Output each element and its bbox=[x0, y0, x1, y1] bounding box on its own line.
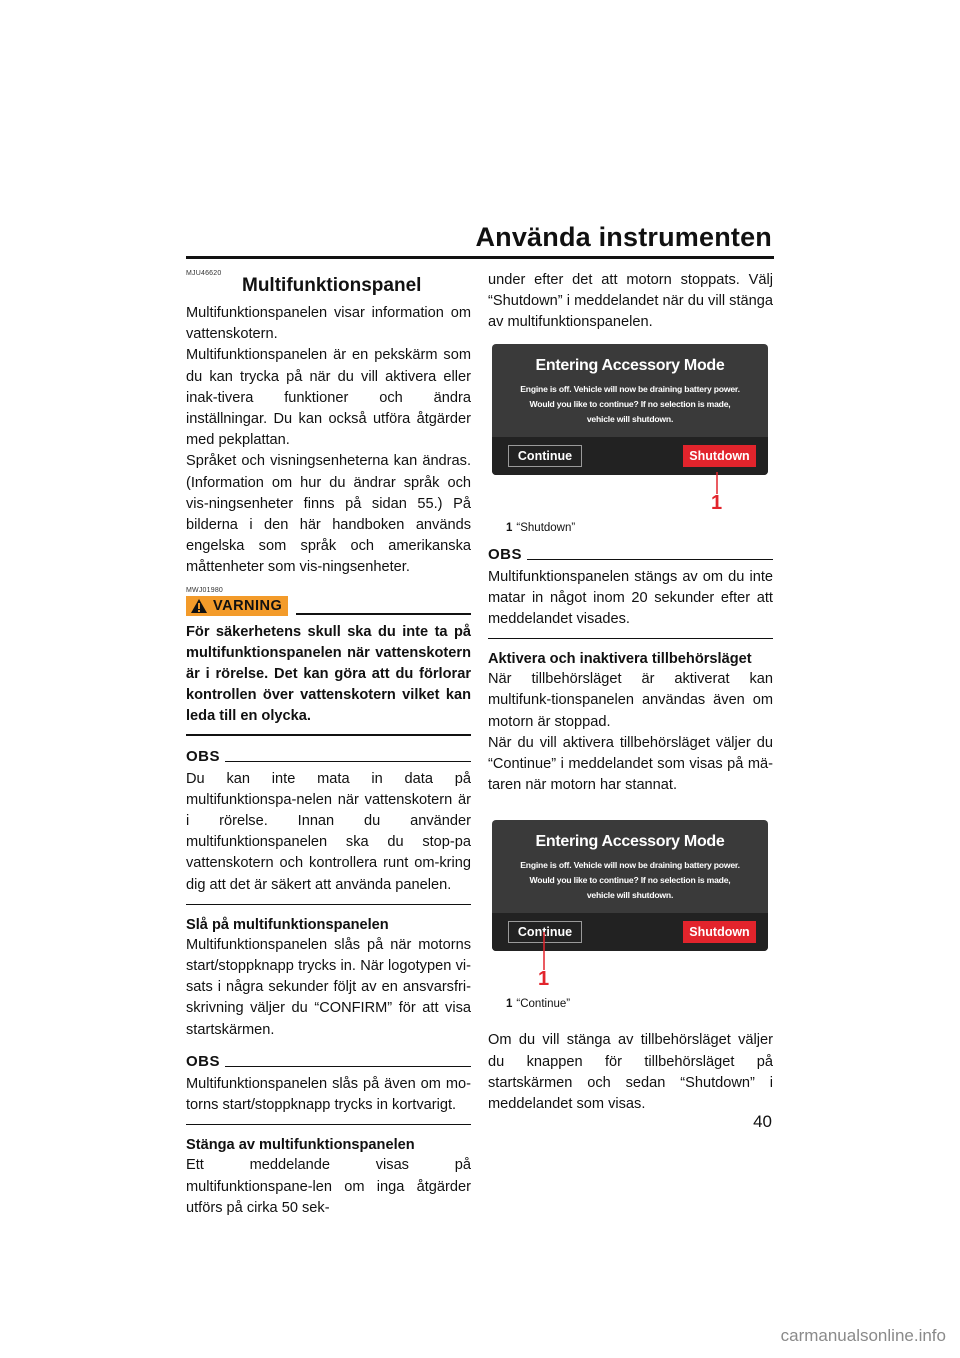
obs-text: Du kan inte mata in data på multifunktionspa-nelen när vattenskotern är i rörelse. Innan du använder multifunktionspanelen ska du stop-pa vattenskotern och kontrollera runt om-kring dig att det är säkert att använda panelen. bbox=[186, 770, 471, 893]
figure-caption bbox=[506, 522, 575, 534]
header-rule bbox=[186, 256, 774, 259]
warning-rule bbox=[296, 613, 471, 615]
obs-end-rule bbox=[186, 904, 471, 905]
callout-line bbox=[713, 472, 723, 494]
obs-text: Multifunktionspanelen stängs av om du inte matar in något inom 20 sekunder efter att meddelandet visades. bbox=[488, 568, 773, 628]
obs-rule bbox=[225, 761, 471, 762]
shutdown-button[interactable]: Shutdown bbox=[683, 445, 756, 467]
warning-header bbox=[186, 596, 471, 616]
obs-end-rule bbox=[186, 1124, 471, 1125]
screen-message-line: vehicle will shutdown. bbox=[586, 413, 674, 424]
obs-end-rule bbox=[488, 638, 773, 639]
subsection-title: Stänga av multifunktionspanelen bbox=[186, 1137, 415, 1154]
callout-line bbox=[540, 932, 550, 970]
screen-message-line: Would you like to continue? If no selection is made, bbox=[529, 875, 731, 886]
caption-number: 1 bbox=[506, 521, 513, 534]
left-column bbox=[186, 270, 471, 1219]
accessory-mode-screen bbox=[492, 820, 768, 951]
warning-triangle-icon bbox=[190, 598, 208, 614]
continue-button[interactable]: Continue bbox=[508, 445, 582, 467]
callout-number: 1 bbox=[711, 491, 723, 514]
paragraph: Multifunktionspanelen slås på när motorns start/stoppknapp trycks in. När logotypen vi-sats i några sekunder följt av en ansvarsfri-skrivning väljer du “CONFIRM” för att visa startskärmen. bbox=[186, 936, 471, 1038]
obs-label: OBS bbox=[186, 1052, 221, 1070]
obs-label: OBS bbox=[186, 747, 221, 765]
page-number: 40 bbox=[753, 1112, 772, 1131]
continue-button[interactable]: Continue bbox=[508, 921, 582, 943]
obs-header bbox=[186, 748, 471, 765]
paragraph: under efter det att motorn stoppats. Välj “Shutdown” i meddelandet när du vill stänga av multifunktionspanelen. bbox=[488, 272, 773, 331]
watermark: carmanualsonline.info bbox=[780, 1326, 946, 1345]
paragraph: Ett meddelande visas på multifunktionspane-len om inga åtgärder utförs på cirka 50 sek- bbox=[186, 1157, 471, 1216]
screen-message bbox=[500, 858, 760, 903]
section-title: Multifunktionspanel bbox=[242, 275, 422, 296]
warning-text: För säkerhetens skull ska du inte ta på multifunktionspanelen när vattenskotern är i rörelse. Det kan göra att du förlorar kontrollen över vattenskotern vilket kan leda till en olycka. bbox=[186, 623, 471, 725]
subsection-title: Aktivera och inaktivera tillbehörsläget bbox=[488, 651, 752, 668]
paragraph: Om du vill stänga av tillbehörsläget väljer du knappen för tillbehörsläget på startskärmen och sedan “Shutdown” i meddelandet som visas. bbox=[488, 1032, 773, 1113]
caption-number: 1 bbox=[506, 998, 513, 1011]
obs-rule bbox=[527, 559, 773, 560]
screen-message-line: Engine is off. Vehicle will now be draining battery power. bbox=[520, 860, 740, 871]
screen-message-line: Would you like to continue? If no selection is made, bbox=[529, 398, 731, 409]
obs-text: Multifunktionspanelen slås på även om mo-torns start/stoppknapp trycks in kortvarigt. bbox=[186, 1075, 471, 1114]
figure-continue bbox=[488, 820, 773, 1018]
screen-button-bar bbox=[492, 437, 768, 475]
obs-header bbox=[186, 1053, 471, 1070]
warning-badge bbox=[186, 596, 288, 616]
caption-text: “Continue” bbox=[516, 998, 571, 1011]
warning-code: MWJ01980 bbox=[186, 586, 224, 594]
figure-caption bbox=[506, 998, 570, 1010]
screen-title: Entering Accessory Mode bbox=[535, 356, 725, 374]
warning-label: VARNING bbox=[213, 597, 283, 614]
section-code: MJU46620 bbox=[186, 270, 222, 277]
screen-message-line: vehicle will shutdown. bbox=[586, 890, 674, 901]
page-header-title: Använda instrumenten bbox=[475, 222, 772, 252]
paragraph: När du vill aktivera tillbehörsläget väljer du “Continue” i meddelandet som visas på mä-taren när motorn har stannat. bbox=[488, 734, 773, 794]
screen-message-line: Engine is off. Vehicle will now be draining battery power. bbox=[520, 383, 740, 394]
screen-title: Entering Accessory Mode bbox=[535, 833, 725, 851]
paragraph: Språket och visningsenheterna kan ändras. (Information om hur du ändrar språk och vis-ningsenheter finns på sidan 55.) På bilderna i den här handboken används engelska som språk och amerikanska måttenheter som vis-ningsenheter. bbox=[186, 453, 471, 576]
screen-button-bar bbox=[492, 913, 768, 951]
caption-text: “Shutdown” bbox=[516, 521, 576, 534]
obs-header bbox=[488, 546, 773, 563]
callout-number: 1 bbox=[538, 968, 550, 991]
paragraph: När tillbehörsläget är aktiverat kan multifunk-tionspanelen användas även om motorn är stoppad. bbox=[488, 671, 773, 730]
accessory-mode-screen bbox=[492, 344, 768, 475]
subsection-title: Slå på multifunktionspanelen bbox=[186, 916, 389, 933]
right-column bbox=[488, 270, 773, 1115]
warning-end-rule bbox=[186, 734, 471, 736]
obs-label: OBS bbox=[488, 545, 523, 563]
figure-shutdown bbox=[488, 344, 773, 534]
paragraph: Multifunktionspanelen visar information om vattenskotern. bbox=[186, 305, 471, 343]
shutdown-button[interactable]: Shutdown bbox=[683, 921, 756, 943]
obs-rule bbox=[225, 1066, 471, 1067]
paragraph: Multifunktionspanelen är en pekskärm som du kan trycka på när du vill aktivera eller inak-tivera funktioner och ändra inställningar. Du kan också utföra åtgärder med pekplattan. bbox=[186, 347, 471, 449]
screen-message bbox=[500, 382, 760, 427]
